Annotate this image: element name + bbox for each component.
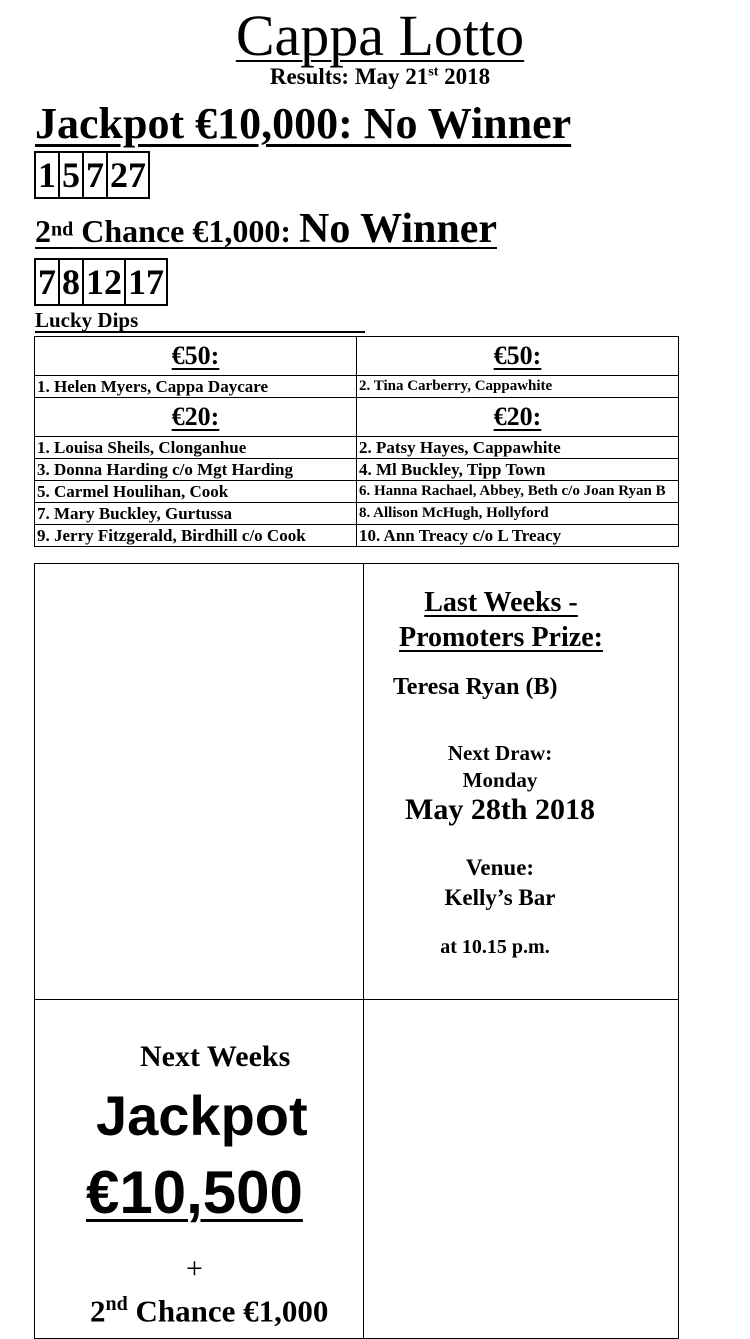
results-date xyxy=(0,64,750,90)
empty-panel-right xyxy=(363,999,679,1339)
winner-cell: 5. Carmel Houlihan, Cook xyxy=(35,481,357,503)
table-row xyxy=(35,437,679,459)
second-chance-number: 8 xyxy=(60,260,84,304)
lucky-dips-table xyxy=(34,336,679,547)
table-row xyxy=(35,337,679,376)
table-row xyxy=(35,525,679,547)
second-chance-heading xyxy=(35,205,497,253)
table-row xyxy=(35,459,679,481)
promoters-winner: Teresa Ryan (B) xyxy=(393,674,558,700)
tier-50-header: €50: xyxy=(35,337,357,376)
winner-cell: 2. Patsy Hayes, Cappawhite xyxy=(357,437,679,459)
winner-cell: 9. Jerry Fitzgerald, Birdhill c/o Cook xyxy=(35,525,357,547)
second-chance-result: No Winner xyxy=(299,206,497,252)
empty-panel-left xyxy=(34,563,364,1000)
tier-50-header: €50: xyxy=(357,337,679,376)
jackpot-number: 5 xyxy=(60,153,84,197)
next-second-chance-num: 2 xyxy=(90,1293,106,1329)
promoters-line2: Promoters Prize: xyxy=(399,622,603,653)
results-date-text: Results: May 21 xyxy=(269,64,429,89)
draw-time: at 10.15 p.m. xyxy=(440,936,550,958)
promoters-line1: Last Weeks - xyxy=(424,587,578,618)
jackpot-number: 7 xyxy=(84,153,108,197)
next-draw-day: Monday xyxy=(462,768,538,792)
winner-cell: 4. Ml Buckley, Tipp Town xyxy=(357,459,679,481)
tier-20-header: €20: xyxy=(357,398,679,437)
venue-label: Venue: xyxy=(465,855,535,880)
winner-cell: 1. Helen Myers, Cappa Daycare xyxy=(35,376,357,398)
second-chance-number: 7 xyxy=(36,260,60,304)
second-chance-sup: nd xyxy=(51,218,74,241)
next-second-chance xyxy=(90,1293,328,1329)
tier-20-header: €20: xyxy=(35,398,357,437)
results-date-sup: st xyxy=(428,64,439,80)
second-chance-number: 12 xyxy=(84,260,126,304)
winner-cell: 3. Donna Harding c/o Mgt Harding xyxy=(35,459,357,481)
table-row xyxy=(35,398,679,437)
second-chance-num: 2 xyxy=(35,213,51,249)
jackpot-heading: Jackpot €10,000: No Winner xyxy=(35,99,572,148)
winner-cell: 7. Mary Buckley, Gurtussa xyxy=(35,503,357,525)
winner-cell: 2. Tina Carberry, Cappawhite xyxy=(357,376,679,398)
lucky-dips-heading: Lucky Dips xyxy=(35,309,365,333)
next-jackpot-amount: €10,500 xyxy=(86,1159,303,1226)
second-chance-label: Chance €1,000: xyxy=(73,213,300,249)
next-second-chance-label: Chance €1,000 xyxy=(127,1293,329,1329)
promoters-prize-heading xyxy=(363,585,639,655)
jackpot-number: 27 xyxy=(108,153,150,197)
plus-sign: + xyxy=(186,1252,203,1285)
winner-cell: 8. Allison McHugh, Hollyford xyxy=(357,503,679,525)
table-row xyxy=(35,503,679,525)
page-title: Cappa Lotto xyxy=(235,3,525,68)
winner-cell: 6. Hanna Rachael, Abbey, Beth c/o Joan Ryan B xyxy=(357,481,679,503)
second-chance-number: 17 xyxy=(126,260,168,304)
next-weeks-label: Next Weeks xyxy=(140,1040,291,1073)
next-second-chance-sup: nd xyxy=(105,1293,128,1315)
winner-cell: 1. Louisa Sheils, Clonganhue xyxy=(35,437,357,459)
results-date-year: 2018 xyxy=(438,64,491,89)
venue-name: Kelly’s Bar xyxy=(444,885,556,910)
jackpot-number: 1 xyxy=(36,153,60,197)
winner-cell: 10. Ann Treacy c/o L Treacy xyxy=(357,525,679,547)
next-jackpot-label: Jackpot xyxy=(96,1084,308,1147)
jackpot-numbers xyxy=(34,151,150,199)
second-chance-numbers xyxy=(34,258,168,306)
table-row xyxy=(35,376,679,398)
next-draw-date: May 28th 2018 xyxy=(405,793,595,826)
next-draw-label: Next Draw: xyxy=(447,741,553,765)
table-row xyxy=(35,481,679,503)
